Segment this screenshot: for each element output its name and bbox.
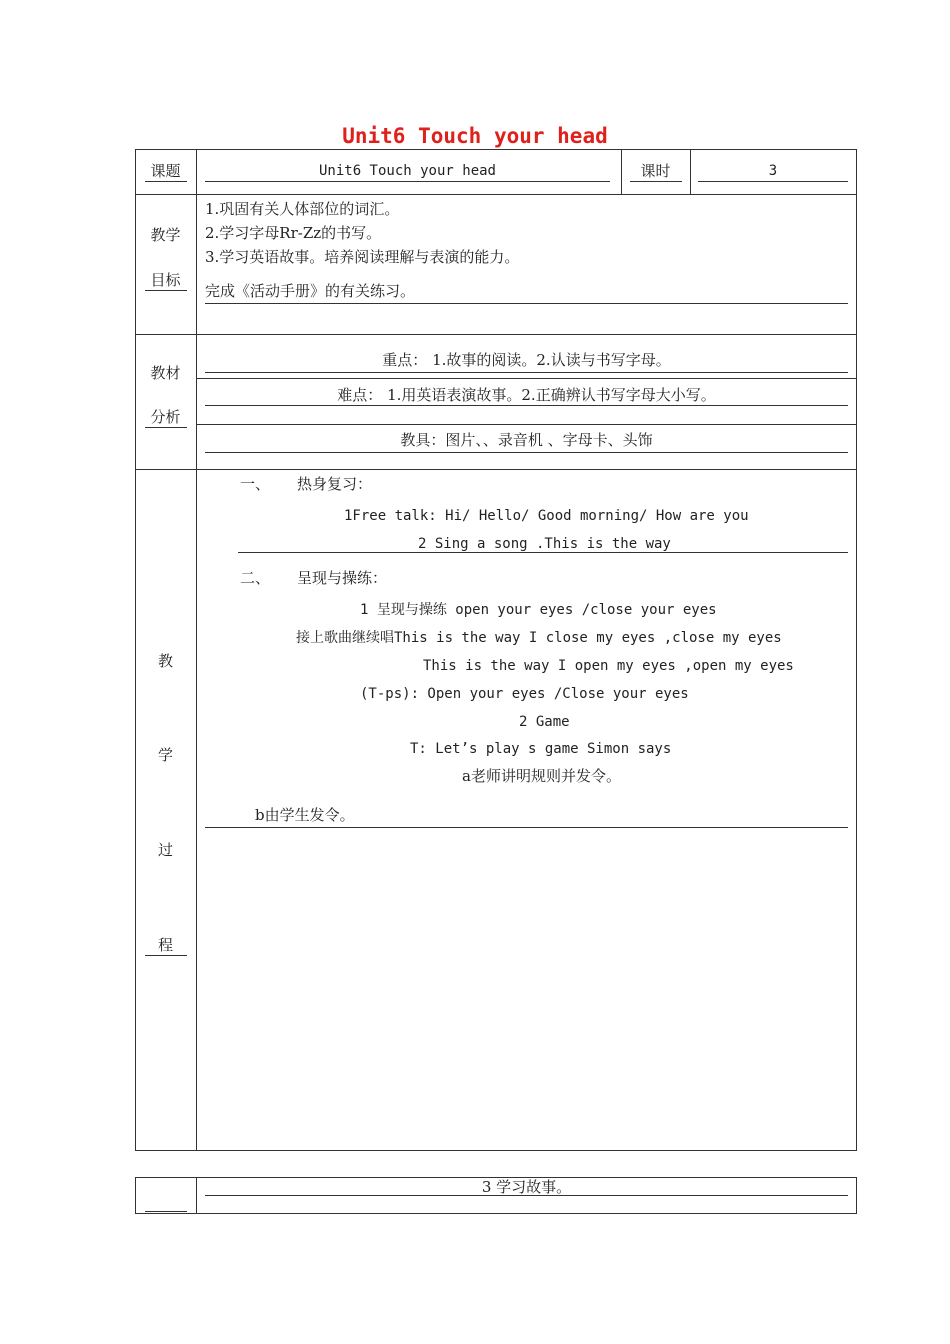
process-line: 2 Game (519, 714, 570, 730)
underline (145, 427, 187, 428)
underline (145, 955, 187, 956)
analysis-label-1: 教材 (150, 364, 181, 382)
inner-divider (196, 424, 857, 425)
section-number: 二、 (240, 569, 271, 587)
hours-label: 课时 (640, 162, 671, 180)
underline (205, 405, 848, 406)
topic-label: 课题 (150, 162, 181, 180)
underline (205, 452, 848, 453)
objective-item: 完成《活动手册》的有关练习。 (205, 282, 416, 300)
process-line: 1 呈现与操练 open your eyes /close your eyes (360, 602, 717, 618)
process-label: 过 (157, 841, 173, 859)
objectives-label-2: 目标 (150, 271, 181, 289)
underline (145, 290, 187, 291)
inner-divider (196, 378, 857, 379)
column-divider (690, 149, 691, 194)
underline (145, 1211, 187, 1212)
underline (238, 552, 848, 553)
process-label: 程 (157, 936, 173, 954)
analysis-label-2: 分析 (150, 408, 181, 426)
key-points: 重点： 1.故事的阅读。2.认读与书写字母。 (382, 351, 671, 369)
underline (205, 372, 848, 373)
topic-value: Unit6 Touch your head (318, 163, 496, 179)
process-line: This is the way I open my eyes ,open my eyes (423, 658, 794, 674)
underline (205, 181, 610, 182)
process-line: 接上歌曲继续唱This is the way I close my eyes ,close my eyes (296, 630, 782, 646)
underline (205, 303, 848, 304)
objectives-label-1: 教学 (150, 226, 181, 244)
process-line: T: Let’s play s game Simon says (410, 741, 672, 757)
document-title: Unit6 Touch your head (342, 124, 608, 148)
underline (205, 827, 848, 828)
objective-item: 1.巩固有关人体部位的词汇。 (205, 200, 400, 218)
process-label: 学 (157, 746, 173, 764)
process-line: (T-ps): Open your eyes /Close your eyes (360, 686, 689, 702)
process-line: 3 学习故事。 (481, 1178, 572, 1196)
underline (145, 181, 187, 182)
column-divider (196, 1177, 197, 1214)
underline (205, 1195, 848, 1196)
process-line: b由学生发令。 (255, 806, 355, 824)
section-title: 呈现与操练： (297, 569, 388, 587)
process-line: 1Free talk: Hi/ Hello/ Good morning/ How are you (344, 508, 749, 524)
row-divider (135, 469, 857, 470)
row-divider (135, 334, 857, 335)
underline (630, 181, 682, 182)
objective-item: 2.学习字母Rr-Zz的书写。 (205, 224, 382, 242)
process-label: 教 (157, 652, 173, 670)
difficulties: 难点： 1.用英语表演故事。2.正确辨认书写字母大小写。 (337, 386, 716, 404)
row-divider (135, 194, 857, 195)
process-line: a老师讲明规则并发令。 (462, 767, 621, 785)
teaching-tools: 教具：图片、、录音机 、字母卡、头饰 (400, 431, 653, 449)
section-title: 热身复习： (297, 475, 373, 493)
objective-item: 3.学习英语故事。培养阅读理解与表演的能力。 (205, 248, 520, 266)
underline (698, 181, 848, 182)
process-line: 2 Sing a song .This is the way (418, 536, 671, 552)
column-divider (196, 149, 197, 1151)
section-number: 一、 (240, 475, 271, 493)
hours-value: 3 (768, 163, 778, 179)
